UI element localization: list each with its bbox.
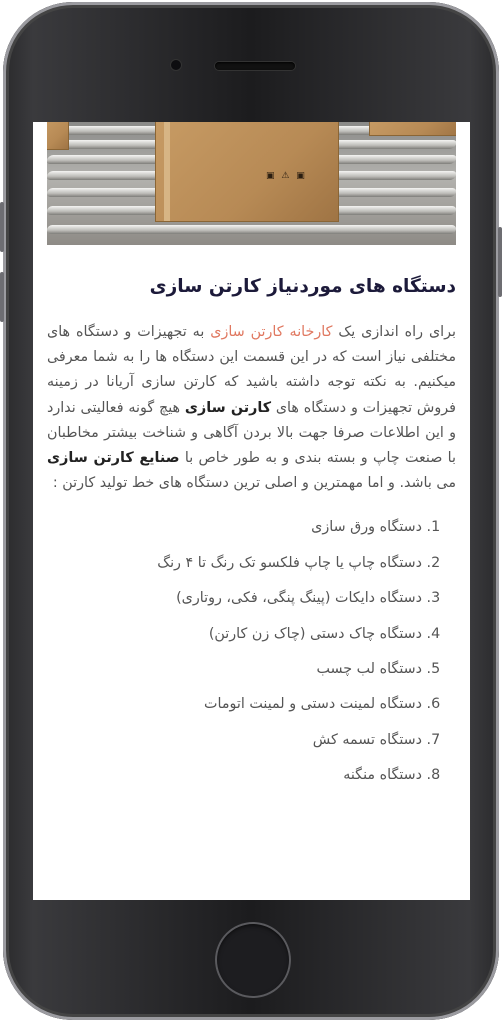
bold-carton-making: کارتن سازی [184,399,272,416]
article-title: دستگاه های موردنیاز کارتن سازی [149,276,456,297]
front-camera-icon [171,60,181,70]
hero-image-conveyor-boxes [47,122,456,245]
carton-factory-link[interactable]: کارخانه کارتن سازی [210,324,333,340]
list-item: 7. دستگاه تسمه کش [47,723,422,758]
volume-down-button [0,272,4,322]
box-handling-icons: ▣ ⚠ ▣ [266,171,307,181]
volume-up-button [0,202,4,252]
list-item: 3. دستگاه دایکات (پینگ پنگی، فکی، روتاری) [47,581,422,616]
cardboard-box-left [47,122,69,150]
list-item: 8. دستگاه منگنه [47,758,422,793]
cardboard-box-center [155,122,339,222]
article-paragraph: برای راه اندازی یک کارخانه کارتن سازی به تجهیزات و دستگاه های مختلفی نیاز است که در این قسمت این دستگاه ها را به شما معرفی میکنیم. به نکته توجه داشته باشید که کارتن سازی آریانا در زمینه فروش تجهیزات و دستگاه های کارتن سازی هیچ گونه فعالیتی ندارد و این اطلاعات صرفا جهت بالا بردن آگاهی و شناخت بیشتر مخاطبان با صنعت چاپ و بسته بندی و به طور خاص با صنایع کارتن سازی می باشد. و اما مهمترین و اصلی ترین دستگاه های خط تولید کارتن : [47,324,456,492]
list-item: 5. دستگاه لب چسب [47,652,422,687]
list-item: 6. دستگاه لمینت دستی و لمینت اتومات [47,687,422,722]
cardboard-box-right [369,122,456,136]
list-item: 4. دستگاه چاک دستی (چاک زن کارتن) [47,617,422,652]
list-item: 2. دستگاه چاپ یا چاپ فلکسو تک رنگ تا ۴ رنگ [47,546,422,581]
list-item: 1. دستگاه ورق سازی [47,510,422,545]
earpiece-speaker [215,62,295,70]
power-button [498,227,502,297]
article-body [47,272,456,794]
home-button[interactable] [215,922,291,998]
phone-screen [33,122,470,900]
bold-carton-industries: صنایع کارتن سازی [47,450,180,467]
machines-list [47,510,456,793]
